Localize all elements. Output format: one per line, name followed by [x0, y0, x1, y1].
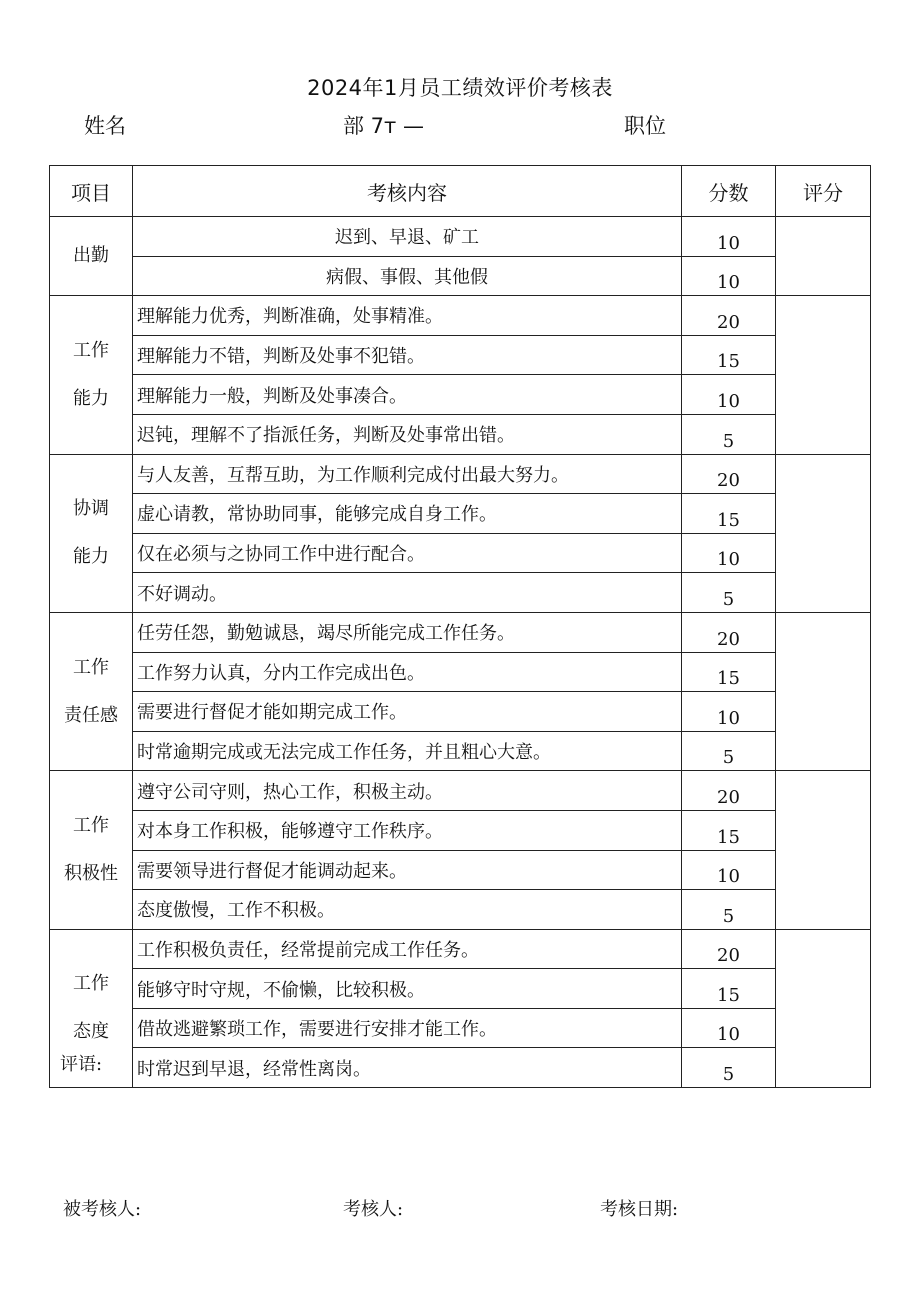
table-row: [50, 969, 871, 1009]
rating-input-cell[interactable]: [776, 612, 871, 770]
criterion-cell: 时常逾期完成或无法完成工作任务，并且粗心大意。: [133, 731, 682, 771]
score-cell: 15: [682, 335, 776, 375]
score-cell: 10: [682, 256, 776, 296]
score-cell: 10: [682, 217, 776, 257]
category-label: 工作: [73, 815, 109, 836]
rating-input-cell[interactable]: [776, 296, 871, 454]
table-row: [50, 533, 871, 573]
criterion-cell: 能够守时守规，不偷懒，比较积极。: [133, 969, 682, 1009]
score-cell: 15: [682, 494, 776, 534]
category-cell: [50, 612, 133, 770]
category-label: 工作: [73, 973, 109, 995]
category-label: 协调: [73, 498, 109, 520]
category-label: 态度: [73, 1021, 109, 1043]
category-cell: [50, 296, 133, 454]
position-label: 职位: [624, 114, 666, 138]
rating-input-cell[interactable]: [776, 771, 871, 929]
score-cell: 5: [682, 414, 776, 454]
criterion-cell: 态度傲慢，工作不积极。: [133, 890, 682, 930]
column-header-content: 考核内容: [133, 166, 682, 217]
category-cell: [50, 454, 133, 612]
table-row: [50, 335, 871, 375]
score-cell: 5: [682, 573, 776, 613]
table-row: [50, 256, 871, 296]
criterion-cell: 理解能力优秀，判断准确，处事精准。: [133, 296, 682, 336]
table-row: [50, 454, 871, 494]
score-cell: 20: [682, 771, 776, 811]
score-cell: 20: [682, 612, 776, 652]
table-row: [50, 810, 871, 850]
criterion-cell: 需要领导进行督促才能调动起来。: [133, 850, 682, 890]
table-row: [50, 771, 871, 811]
category-label: 工作: [73, 656, 109, 678]
criterion-cell: 任劳任怨，勤勉诚恳，竭尽所能完成工作任务。: [133, 612, 682, 652]
evaluation-table: [49, 165, 871, 1088]
table-row: [50, 414, 871, 454]
column-header-item: 项目: [50, 166, 133, 217]
criterion-cell: 遵守公司守则，热心工作，积极主动。: [133, 771, 682, 811]
reviewer-label: 考核人:: [343, 1199, 404, 1220]
table-row: [50, 375, 871, 415]
criterion-cell: 虚心请教，常协助同事，能够完成自身工作。: [133, 494, 682, 534]
table-header-row: [50, 166, 871, 217]
review-date-label: 考核日期:: [600, 1199, 679, 1220]
criterion-cell: 与人友善，互帮互助，为工作顺利完成付出最大努力。: [133, 454, 682, 494]
criterion-cell: 不好调动。: [133, 573, 682, 613]
name-label: 姓名: [84, 114, 126, 138]
table-row: [50, 1008, 871, 1048]
score-cell: 10: [682, 692, 776, 732]
form-title: 2024年1月员工绩效评价考核表: [307, 76, 613, 100]
score-cell: 10: [682, 375, 776, 415]
score-cell: 5: [682, 890, 776, 930]
criterion-cell: 借故逃避繁琐工作，需要进行安排才能工作。: [133, 1008, 682, 1048]
score-cell: 20: [682, 929, 776, 969]
score-cell: 5: [682, 1048, 776, 1088]
table-row: [50, 692, 871, 732]
table-row: [50, 1048, 871, 1088]
category-label: 积极性: [64, 863, 118, 884]
category-label: 能力: [73, 387, 109, 409]
table-row: [50, 890, 871, 930]
criterion-cell: 工作积极负责任，经常提前完成工作任务。: [133, 929, 682, 969]
category-label: 能力: [73, 546, 109, 568]
score-cell: 15: [682, 969, 776, 1009]
department-label: 部 7т —: [343, 114, 424, 138]
comment-label: 评语:: [60, 1054, 103, 1075]
criterion-cell: 对本身工作积极，能够遵守工作秩序。: [133, 810, 682, 850]
criterion-cell: 仅在必须与之协同工作中进行配合。: [133, 533, 682, 573]
category-label: 工作: [73, 339, 109, 361]
criterion-cell: 时常迟到早退，经常性离岗。: [133, 1048, 682, 1088]
table-row: [50, 612, 871, 652]
table-row: [50, 850, 871, 890]
table-row: [50, 494, 871, 534]
category-cell: [50, 217, 133, 296]
column-header-rating: 评分: [776, 166, 871, 217]
criterion-cell: 工作努力认真，分内工作完成出色。: [133, 652, 682, 692]
criterion-cell: 病假、事假、其他假: [133, 256, 682, 296]
table-row: [50, 296, 871, 336]
rating-input-cell[interactable]: [776, 929, 871, 1087]
score-cell: 5: [682, 731, 776, 771]
reviewee-label: 被考核人:: [63, 1199, 142, 1220]
criterion-cell: 理解能力一般，判断及处事凑合。: [133, 375, 682, 415]
table-row: [50, 929, 871, 969]
score-cell: 20: [682, 454, 776, 494]
score-cell: 15: [682, 810, 776, 850]
category-label: 出勤: [73, 245, 109, 267]
score-cell: 20: [682, 296, 776, 336]
table-row: [50, 573, 871, 613]
category-cell: [50, 771, 133, 929]
column-header-score: 分数: [682, 166, 776, 217]
score-cell: 10: [682, 533, 776, 573]
score-cell: 10: [682, 1008, 776, 1048]
table-row: [50, 731, 871, 771]
table-row: [50, 217, 871, 257]
score-cell: 15: [682, 652, 776, 692]
rating-input-cell[interactable]: [776, 217, 871, 296]
score-cell: 10: [682, 850, 776, 890]
criterion-cell: 理解能力不错，判断及处事不犯错。: [133, 335, 682, 375]
rating-input-cell[interactable]: [776, 454, 871, 612]
criterion-cell: 迟钝，理解不了指派任务，判断及处事常出错。: [133, 414, 682, 454]
table-row: [50, 652, 871, 692]
category-label: 责任感: [64, 704, 118, 726]
criterion-cell: 需要进行督促才能如期完成工作。: [133, 692, 682, 732]
criterion-cell: 迟到、早退、矿工: [133, 217, 682, 257]
